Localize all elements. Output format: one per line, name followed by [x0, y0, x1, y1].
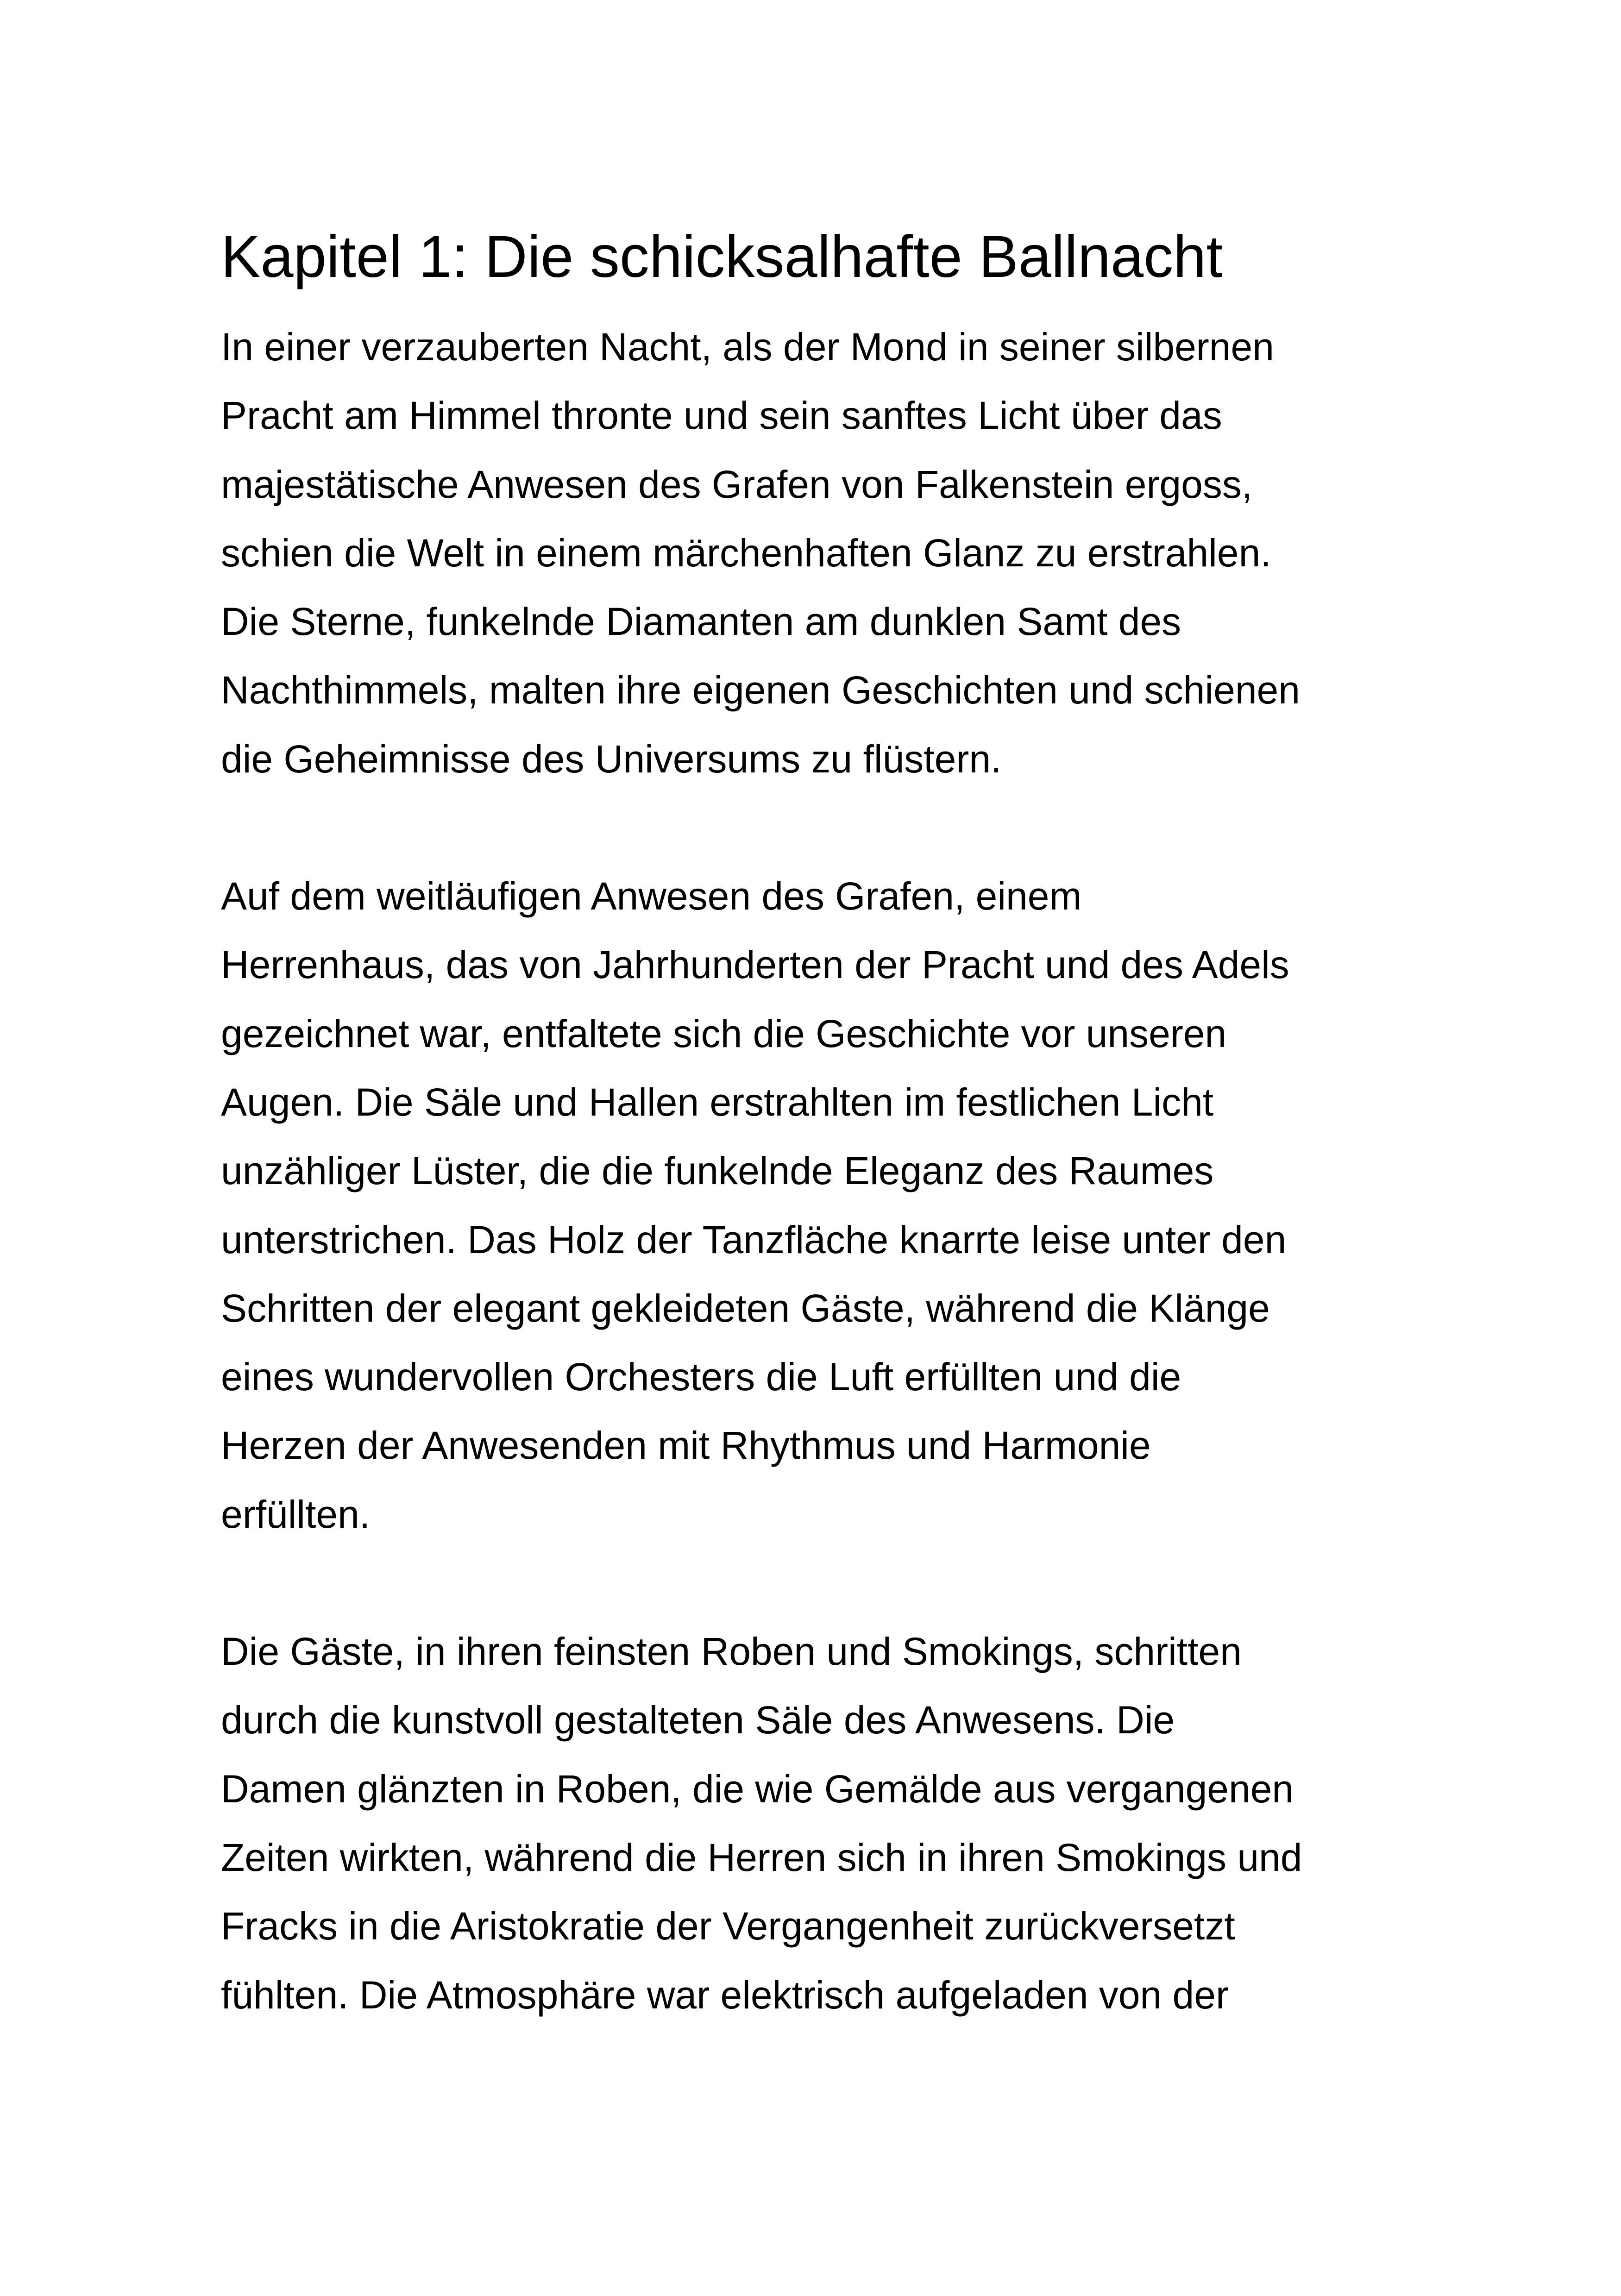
- text-line: majestätische Anwesen des Grafen von Falkenstein ergoss,: [221, 462, 1253, 506]
- text-line: Schritten der elegant gekleideten Gäste, während die Klänge: [221, 1286, 1270, 1330]
- text-line: unterstrichen. Das Holz der Tanzfläche knarrte leise unter den: [221, 1217, 1287, 1261]
- text-line: erfüllten.: [221, 1492, 371, 1536]
- text-line: unzähliger Lüster, die die funkelnde Eleganz des Raumes: [221, 1149, 1214, 1193]
- text-line: gezeichnet war, entfaltete sich die Geschichte vor unseren: [221, 1011, 1227, 1055]
- text-line: In einer verzauberten Nacht, als der Mond in seiner silbernen: [221, 325, 1274, 369]
- paragraph-3: [221, 1617, 1425, 2029]
- text-line: Fracks in die Aristokratie der Vergangenheit zurückversetzt: [221, 1904, 1235, 1948]
- text-line: fühlten. Die Atmosphäre war elektrisch aufgeladen von der: [221, 1973, 1229, 2017]
- text-line: Herzen der Anwesenden mit Rhythmus und Harmonie: [221, 1424, 1151, 1468]
- text-line: Pracht am Himmel thronte und sein sanftes Licht über das: [221, 394, 1222, 438]
- text-line: Damen glänzten in Roben, die wie Gemälde aus vergangenen: [221, 1767, 1294, 1811]
- paragraph-1: [221, 313, 1425, 793]
- text-line: Zeiten wirkten, während die Herren sich in ihren Smokings und: [221, 1835, 1302, 1879]
- text-line: schien die Welt in einem märchenhaften Glanz zu erstrahlen.: [221, 531, 1271, 575]
- text-line: Die Sterne, funkelnde Diamanten am dunklen Samt des: [221, 600, 1181, 644]
- paragraph-2: [221, 862, 1425, 1549]
- text-line: Herrenhaus, das von Jahrhunderten der Pracht und des Adels: [221, 943, 1289, 987]
- text-line: durch die kunstvoll gestalteten Säle des Anwesens. Die: [221, 1698, 1175, 1742]
- text-line: Nachthimmels, malten ihre eigenen Geschichten und schienen: [221, 668, 1300, 712]
- text-line: eines wundervollen Orchesters die Luft erfüllten und die: [221, 1355, 1181, 1399]
- text-line: Die Gäste, in ihren feinsten Roben und Smokings, schritten: [221, 1630, 1242, 1674]
- text-line: Augen. Die Säle und Hallen erstrahlten im festlichen Licht: [221, 1080, 1214, 1124]
- text-line: die Geheimnisse des Universums zu flüstern.: [221, 737, 1002, 781]
- text-line: Auf dem weitläufigen Anwesen des Grafen, einem: [221, 874, 1082, 918]
- chapter-title: Kapitel 1: Die schicksalhafte Ballnacht: [221, 224, 1223, 290]
- document-body: [221, 211, 1425, 2029]
